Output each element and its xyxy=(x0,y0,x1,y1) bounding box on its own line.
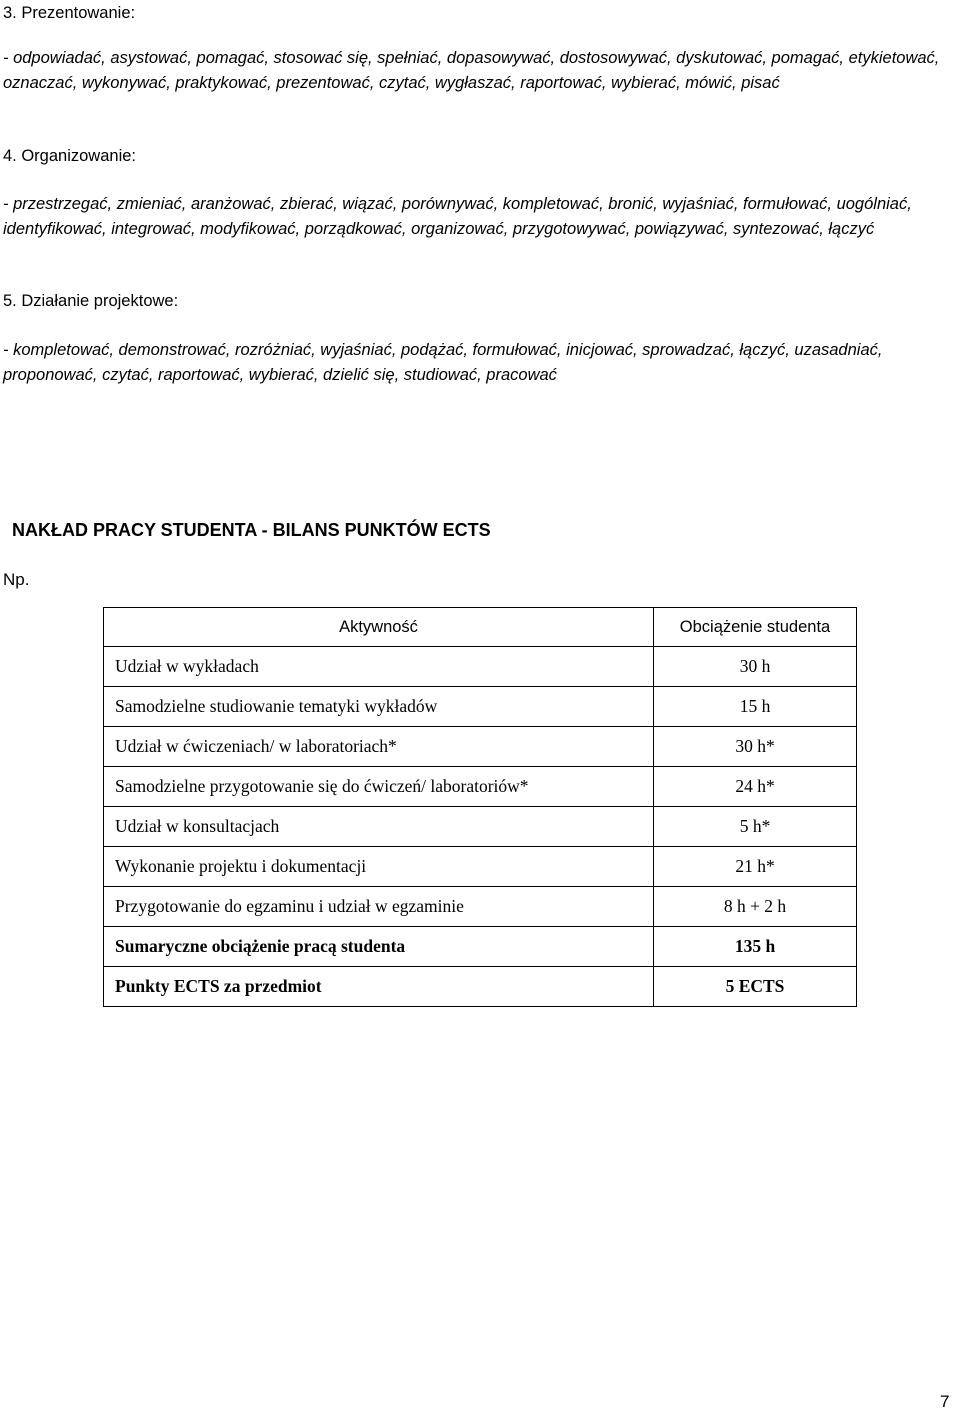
example-label: Np. xyxy=(3,570,30,589)
activity-cell: Udział w ćwiczeniach/ w laboratoriach* xyxy=(104,727,654,767)
load-cell: 21 h* xyxy=(654,847,857,887)
summary-row-total-load xyxy=(104,927,857,967)
section-heading-dzialanie-projektowe: 5. Działanie projektowe: xyxy=(3,292,179,310)
summary-row-ects-points xyxy=(104,967,857,1007)
table-row xyxy=(104,887,857,927)
activity-cell: Sumaryczne obciążenie pracą studenta xyxy=(104,927,654,967)
page-number: 7 xyxy=(940,1392,950,1411)
column-header-load: Obciążenie studenta xyxy=(654,608,857,647)
column-header-activity: Aktywność xyxy=(104,608,654,647)
load-cell: 30 h xyxy=(654,647,857,687)
table-header-row xyxy=(104,608,857,647)
activity-cell: Samodzielne przygotowanie się do ćwiczeń/ laboratoriów* xyxy=(104,767,654,807)
table-row xyxy=(104,807,857,847)
load-cell: 24 h* xyxy=(654,767,857,807)
section-heading-organizowanie: 4. Organizowanie: xyxy=(3,147,136,165)
ects-title: NAKŁAD PRACY STUDENTA - BILANS PUNKTÓW ECTS xyxy=(12,520,491,540)
load-cell: 135 h xyxy=(654,927,857,967)
load-cell: 8 h + 2 h xyxy=(654,887,857,927)
load-cell: 30 h* xyxy=(654,727,857,767)
activity-cell: Udział w konsultacjach xyxy=(104,807,654,847)
table-row xyxy=(104,647,857,687)
load-cell: 5 ECTS xyxy=(654,967,857,1007)
table-row xyxy=(104,727,857,767)
table-row xyxy=(104,847,857,887)
load-cell: 5 h* xyxy=(654,807,857,847)
activity-cell: Udział w wykładach xyxy=(104,647,654,687)
section-text-dzialanie-projektowe: - kompletować, demonstrować, rozróżniać, wyjaśniać, podążać, formułować, inicjować, sprowadzać, łączyć, uzasadniać, proponować, czytać, raportować, wybierać, dzielić się, studiować, pracować xyxy=(3,341,883,384)
activity-cell: Przygotowanie do egzaminu i udział w egzaminie xyxy=(104,887,654,927)
section-text-organizowanie: - przestrzegać, zmieniać, aranżować, zbierać, wiązać, porównywać, kompletować, bronić, wyjaśniać, formułować, uogólniać, identyfikować, integrować, modyfikować, porządkować, organizować, przygotowywać, powiązywać, syntezować, łączyć xyxy=(3,195,912,238)
table-row xyxy=(104,767,857,807)
load-cell: 15 h xyxy=(654,687,857,727)
table-row xyxy=(104,687,857,727)
workload-table xyxy=(103,607,857,1007)
activity-cell: Punkty ECTS za przedmiot xyxy=(104,967,654,1007)
section-text-prezentowanie: - odpowiadać, asystować, pomagać, stosować się, spełniać, dopasowywać, dostosowywać, dyskutować, pomagać, etykietować, oznaczać, wykonywać, praktykować, prezentować, czytać, wygłaszać, raportować, wybierać, mówić, pisać xyxy=(3,49,940,92)
section-heading-prezentowanie: 3. Prezentowanie: xyxy=(3,4,136,22)
activity-cell: Wykonanie projektu i dokumentacji xyxy=(104,847,654,887)
activity-cell: Samodzielne studiowanie tematyki wykładów xyxy=(104,687,654,727)
